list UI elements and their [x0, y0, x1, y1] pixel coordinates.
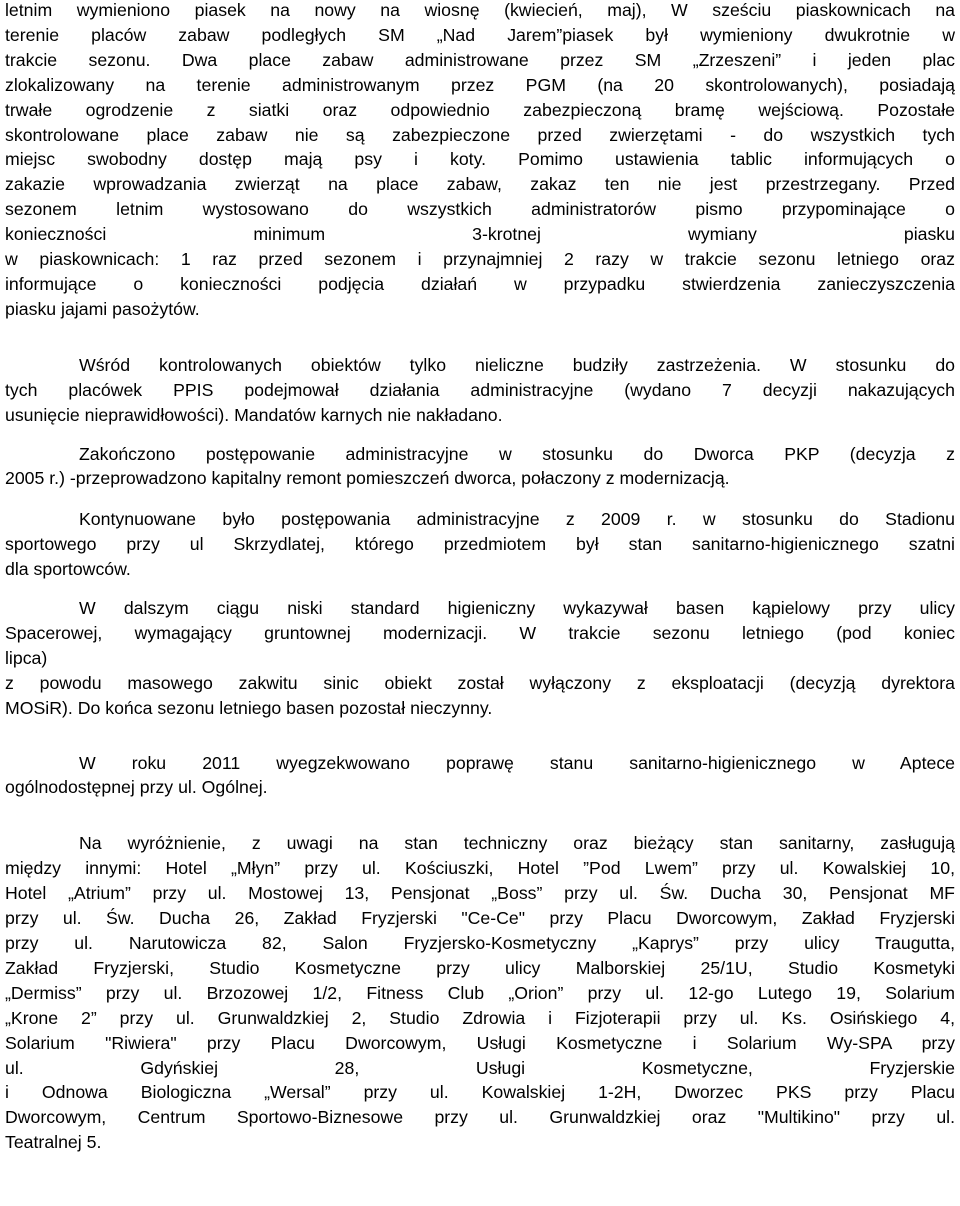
text-line: terenie placów zabaw podległych SM „Nad Jarem”piasek był wymieniony dwukrotnie w	[5, 24, 955, 45]
text-line: Hotel „Atrium” przy ul. Mostowej 13, Pensjonat „Boss” przy ul. Św. Ducha 30, Pensjonat MF	[5, 883, 955, 904]
text-line: ogólnodostępnej przy ul. Ogólnej.	[5, 777, 268, 798]
text-line: przy ul. Narutowicza 82, Salon Fryzjersko-Kosmetyczny „Kaprys” przy ulicy Traugutta,	[5, 933, 955, 953]
text-line: dla sportowców.	[5, 559, 131, 580]
paragraph-playgrounds	[5, 0, 955, 322]
text-line: Dworcowym, Centrum Sportowo-Biznesowe przy ul. Grunwaldzkiej oraz "Multikino" przy ul.	[5, 1107, 955, 1128]
text-line: lipca)	[5, 647, 48, 668]
text-line: w piaskownicach: 1 raz przed sezonem i przynajmniej 2 razy w trakcie sezonu letniego oraz	[5, 249, 955, 270]
text-line: informujące o konieczności podjęcia działań w przypadku stwierdzenia zanieczyszczenia	[5, 273, 955, 294]
paragraph-pkp-station	[5, 442, 955, 492]
text-line: Kontynuowane było postępowania administracyjne z 2009 r. w stosunku do Stadionu	[79, 509, 955, 530]
text-line: sportowego przy ul Skrzydlatej, którego przedmiotem był stan sanitarno-higienicznego szatni	[5, 534, 955, 555]
paragraph-objections	[5, 353, 955, 428]
paragraph-swimming-pool	[5, 596, 955, 721]
text-line: i Odnowa Biologiczna „Wersal” przy ul. Kowalskiej 1-2H, Dworzec PKS przy Placu	[5, 1082, 955, 1103]
text-line: W dalszym ciągu niski standard higieniczny wykazywał basen kąpielowy przy ulicy	[79, 598, 955, 619]
text-line: zakazie wprowadzania zwierząt na place zabaw, zakaz ten nie jest przestrzegany. Przed	[5, 174, 955, 195]
paragraph-pharmacy	[5, 751, 955, 801]
text-line: Solarium "Riwiera" przy Placu Dworcowym, Usługi Kosmetyczne i Solarium Wy-SPA przy	[5, 1032, 955, 1053]
text-line: przy ul. Św. Ducha 26, Zakład Fryzjerski "Ce-Ce" przy Placu Dworcowym, Zakład Fryzjerski	[5, 908, 955, 929]
text-line: między innymi: Hotel „Młyn” przy ul. Kościuszki, Hotel ”Pod Lwem” przy ul. Kowalskiej 10,	[5, 858, 955, 879]
text-line: Spacerowej, wymagający gruntownej modernizacji. W trakcie sezonu letniego (pod koniec	[5, 622, 955, 643]
text-line: trwałe ogrodzenie z siatki oraz odpowiednio zabezpieczoną bramę wejściową. Pozostałe	[5, 99, 955, 120]
paragraph-distinctions	[5, 831, 955, 1155]
text-line: trakcie sezonu. Dwa place zabaw administrowane przez SM „Zrzeszeni” i jeden plac	[5, 49, 955, 70]
text-line: konieczności minimum 3-krotnej wymiany piasku	[5, 224, 955, 245]
text-line: W roku 2011 wyegzekwowano poprawę stanu sanitarno-higienicznego w Aptece	[79, 752, 955, 773]
text-line: MOSiR). Do końca sezonu letniego basen pozostał nieczynny.	[5, 697, 493, 718]
text-line: Na wyróżnienie, z uwagi na stan techniczny oraz bieżący stan sanitarny, zasługują	[79, 833, 955, 854]
text-line: Zakład Fryzjerski, Studio Kosmetyczne przy ulicy Malborskiej 25/1U, Studio Kosmetyki	[5, 957, 955, 978]
text-line: zlokalizowany na terenie administrowanym przez PGM (na 20 skontrolowanych), posiadają	[5, 74, 955, 95]
text-line: 2005 r.) -przeprowadzono kapitalny remont pomieszczeń dworca, połaczony z modernizacją.	[5, 468, 730, 489]
text-line: sezonem letnim wystosowano do wszystkich administratorów pismo przypominające o	[5, 199, 955, 220]
text-line: „Krone 2” przy ul. Grunwaldzkiej 2, Studio Zdrowia i Fizjoterapii przy ul. Ks. Osińskiego 4,	[5, 1007, 955, 1028]
paragraph-stadium	[5, 507, 955, 582]
text-line: tych placówek PPIS podejmował działania administracyjne (wydano 7 decyzji nakazujących	[5, 379, 955, 400]
text-line: letnim wymieniono piasek na nowy na wiosnę (kwiecień, maj), W sześciu piaskownicach na	[5, 0, 955, 20]
text-line: skontrolowane place zabaw nie są zabezpieczone przed zwierzętami - do wszystkich tych	[5, 124, 955, 145]
text-line: Zakończono postępowanie administracyjne w stosunku do Dworca PKP (decyzja z	[79, 443, 955, 464]
text-line: Wśród kontrolowanych obiektów tylko nieliczne budziły zastrzeżenia. W stosunku do	[79, 354, 955, 375]
text-line: miejsc swobodny dostęp mają psy i koty. Pomimo ustawienia tablic informujących o	[5, 149, 955, 170]
text-line: usunięcie nieprawidłowości). Mandatów karnych nie nakładano.	[5, 404, 503, 425]
text-line: Teatralnej 5.	[5, 1132, 102, 1153]
text-line: ul. Gdyńskiej 28, Usługi Kosmetyczne, Fryzjerskie	[5, 1057, 955, 1078]
text-line: „Dermiss” przy ul. Brzozowej 1/2, Fitness Club „Orion” przy ul. 12-go Lutego 19, Solarium	[5, 982, 955, 1003]
text-line: piasku jajami pasożytów.	[5, 298, 200, 319]
text-line: z powodu masowego zakwitu sinic obiekt został wyłączony z eksploatacji (decyzją dyrektora	[5, 672, 955, 693]
